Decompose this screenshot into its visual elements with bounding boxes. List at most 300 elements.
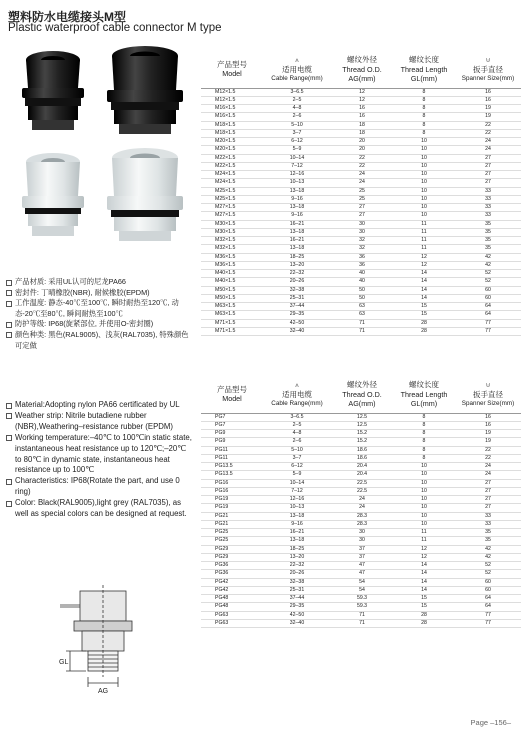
table-cell: 27: [455, 179, 521, 187]
table-cell: 10: [393, 463, 455, 471]
table-cell: 33: [455, 512, 521, 520]
header-thread-length: 螺纹长度 Thread Length GL(mm): [400, 55, 448, 83]
product-photos: [8, 46, 193, 266]
table-cell: 10: [393, 179, 455, 187]
table-cell: 10: [393, 504, 455, 512]
table-cell: 19: [455, 113, 521, 121]
table-cell: PG48: [201, 603, 263, 611]
table-cell: M71×1.5: [201, 319, 263, 327]
table-cell: 20: [331, 138, 393, 146]
table-cell: 18.6: [331, 454, 393, 462]
table-cell: PG11: [201, 454, 263, 462]
table-cell: 5–10: [263, 446, 331, 454]
table-header-row: [201, 378, 521, 413]
table-cell: M32×1.5: [201, 245, 263, 253]
table-cell: PG63: [201, 611, 263, 619]
table-cell: 14: [393, 586, 455, 594]
table-row: [201, 327, 521, 335]
table-row: [201, 204, 521, 212]
table-cell: PG13.5: [201, 463, 263, 471]
table-cell: 50: [331, 286, 393, 294]
table-cell: 28: [393, 319, 455, 327]
table-cell: 24: [455, 146, 521, 154]
table-cell: 5–9: [263, 146, 331, 154]
table-cell: 12.5: [331, 421, 393, 429]
table-cell: 27: [455, 162, 521, 170]
header-thread-od: 螺纹外径 Thread O.D. AG(mm): [342, 55, 382, 83]
table-cell: 10–14: [263, 479, 331, 487]
table-cell: 2–6: [263, 438, 331, 446]
table-cell: 3–7: [263, 129, 331, 137]
table-cell: M18×1.5: [201, 121, 263, 129]
table-cell: 10: [393, 487, 455, 495]
table-cell: 32–38: [263, 578, 331, 586]
table-cell: 9–16: [263, 195, 331, 203]
table-cell: 77: [455, 611, 521, 619]
table-row: [201, 96, 521, 104]
table-cell: M40×1.5: [201, 270, 263, 278]
ag-dimension-label: AG: [98, 688, 109, 695]
table-row: [201, 619, 521, 627]
table-cell: 8: [393, 113, 455, 121]
table-cell: 24: [455, 138, 521, 146]
table-cell: 33: [455, 195, 521, 203]
table-cell: 28.3: [331, 512, 393, 520]
m-spec-table: [201, 53, 521, 336]
table-row: [201, 438, 521, 446]
table-cell: PG9: [201, 438, 263, 446]
table-cell: 14: [393, 562, 455, 570]
table-cell: 19: [455, 438, 521, 446]
table-row: [201, 88, 521, 96]
table-row: [201, 487, 521, 495]
table-cell: M16×1.5: [201, 113, 263, 121]
grey-gland-large: [107, 148, 183, 241]
table-cell: 5–9: [263, 471, 331, 479]
table-cell: 8: [393, 454, 455, 462]
table-cell: 3–6.5: [263, 413, 331, 421]
feature-en-item: Weather strip: Nitrile butadiene rubber (NBR),Weathering–resistance rubber (EPDM): [6, 411, 194, 433]
table-row: [201, 586, 521, 594]
header-model: 产品型号 Model: [217, 59, 247, 79]
table-cell: 47: [331, 570, 393, 578]
table-cell: 33: [455, 187, 521, 195]
table-cell: 64: [455, 311, 521, 319]
table-cell: PG42: [201, 586, 263, 594]
table-cell: 10: [393, 162, 455, 170]
table-row: [201, 578, 521, 586]
table-cell: 22: [455, 121, 521, 129]
table-cell: 22.5: [331, 479, 393, 487]
table-row: [201, 319, 521, 327]
table-cell: M32×1.5: [201, 237, 263, 245]
table-cell: 6–12: [263, 138, 331, 146]
table-cell: M27×1.5: [201, 204, 263, 212]
table-row: [201, 496, 521, 504]
table-row: [201, 303, 521, 311]
table-cell: 8: [393, 129, 455, 137]
table-cell: 5–10: [263, 121, 331, 129]
table-cell: 15.2: [331, 438, 393, 446]
table-cell: 13–18: [263, 245, 331, 253]
table-cell: 13–20: [263, 261, 331, 269]
table-cell: M16×1.5: [201, 105, 263, 113]
table-cell: PG29: [201, 545, 263, 553]
table-row: [201, 311, 521, 319]
table-cell: 9–16: [263, 212, 331, 220]
table-cell: PG19: [201, 504, 263, 512]
table-cell: 24: [331, 179, 393, 187]
table-cell: 42: [455, 545, 521, 553]
table-row: [201, 595, 521, 603]
table-cell: 77: [455, 327, 521, 335]
table-cell: 27: [455, 479, 521, 487]
table-row: [201, 228, 521, 236]
table-cell: M30×1.5: [201, 220, 263, 228]
table-row: [201, 545, 521, 553]
table-cell: 20.4: [331, 463, 393, 471]
table-cell: 32: [331, 245, 393, 253]
table-cell: 35: [455, 228, 521, 236]
table-row: [201, 413, 521, 421]
table-cell: 3–6.5: [263, 88, 331, 96]
table-row: [201, 512, 521, 520]
table-cell: 54: [331, 586, 393, 594]
table-cell: 13–20: [263, 553, 331, 561]
table-cell: PG16: [201, 487, 263, 495]
table-cell: 20: [331, 146, 393, 154]
table-cell: 22: [331, 154, 393, 162]
feature-cn-item: 产品材质: 采用UL认可的尼龙PA66: [6, 277, 192, 288]
table-row: [201, 105, 521, 113]
table-cell: 25: [331, 187, 393, 195]
page-title-cn: 塑料防水电缆接头M型: [8, 10, 126, 24]
table-cell: 27: [331, 212, 393, 220]
table-cell: 14: [393, 570, 455, 578]
table-cell: 22: [455, 129, 521, 137]
table-cell: M20×1.5: [201, 138, 263, 146]
table-cell: 20.4: [331, 471, 393, 479]
table-cell: M20×1.5: [201, 146, 263, 154]
table-cell: 37–44: [263, 303, 331, 311]
table-cell: 12: [393, 553, 455, 561]
table-row: [201, 154, 521, 162]
table-cell: 16–21: [263, 237, 331, 245]
table-cell: 14: [393, 270, 455, 278]
table-cell: 63: [331, 303, 393, 311]
table-row: [201, 553, 521, 561]
table-cell: 11: [393, 220, 455, 228]
table-cell: 3–7: [263, 454, 331, 462]
table-cell: M71×1.5: [201, 327, 263, 335]
header-spanner-size: ⊍ 扳手直径 Spanner Size(mm): [455, 378, 521, 413]
table-cell: 11: [393, 228, 455, 236]
table-cell: 10: [393, 496, 455, 504]
table-cell: 42–50: [263, 319, 331, 327]
table-row: [201, 245, 521, 253]
table-cell: 13–18: [263, 537, 331, 545]
table-cell: M18×1.5: [201, 129, 263, 137]
table-cell: 10: [393, 187, 455, 195]
table-cell: PG21: [201, 520, 263, 528]
table-cell: PG63: [201, 619, 263, 627]
table-cell: 12.5: [331, 413, 393, 421]
table-cell: 7–12: [263, 487, 331, 495]
feature-en-item: Material:Adopting nylon PA66 certificated by UL: [6, 400, 194, 411]
table-row: [201, 611, 521, 619]
table-cell: 15: [393, 311, 455, 319]
black-gland-large: [107, 46, 183, 134]
table-cell: 30: [331, 220, 393, 228]
table-cell: 13–18: [263, 512, 331, 520]
table-cell: 35: [455, 237, 521, 245]
cable-icon: ⩚: [295, 57, 299, 64]
table-cell: 15.2: [331, 430, 393, 438]
table-cell: 71: [331, 327, 393, 335]
table-cell: 64: [455, 595, 521, 603]
table-cell: 36: [331, 253, 393, 261]
table-cell: 20–26: [263, 278, 331, 286]
table-row: [201, 113, 521, 121]
table-row: [201, 603, 521, 611]
table-cell: 16: [455, 88, 521, 96]
table-cell: 2–5: [263, 96, 331, 104]
table-cell: PG7: [201, 421, 263, 429]
header-model: 产品型号 Model: [217, 384, 247, 404]
table-cell: PG29: [201, 553, 263, 561]
table-cell: 59.3: [331, 595, 393, 603]
header-spanner-size: ⊍ 扳手直径 Spanner Size(mm): [455, 53, 521, 88]
table-cell: M22×1.5: [201, 154, 263, 162]
table-cell: 60: [455, 578, 521, 586]
table-cell: 27: [455, 487, 521, 495]
table-cell: 25–31: [263, 586, 331, 594]
table-cell: 40: [331, 278, 393, 286]
table-cell: 28.3: [331, 520, 393, 528]
table-row: [201, 278, 521, 286]
spanner-icon: ⊍: [485, 382, 491, 389]
grey-gland-small: [22, 153, 84, 236]
table-cell: 13–18: [263, 204, 331, 212]
page-title-en: Plastic waterproof cable connector M type: [8, 22, 222, 34]
table-row: [201, 454, 521, 462]
table-cell: 29–35: [263, 311, 331, 319]
table-cell: 14: [393, 578, 455, 586]
table-cell: PG48: [201, 595, 263, 603]
table-row: [201, 195, 521, 203]
table-cell: 18: [331, 121, 393, 129]
table-cell: 22: [455, 446, 521, 454]
table-cell: 8: [393, 430, 455, 438]
table-row: [201, 421, 521, 429]
table-cell: 10–13: [263, 504, 331, 512]
table-cell: 8: [393, 88, 455, 96]
table-cell: 77: [455, 619, 521, 627]
table-cell: 8: [393, 96, 455, 104]
table-row: [201, 463, 521, 471]
pg-spec-table: [201, 378, 521, 628]
table-cell: 10: [393, 138, 455, 146]
table-cell: 18.6: [331, 446, 393, 454]
table-cell: 30: [331, 537, 393, 545]
table-row: [201, 129, 521, 137]
table-cell: 16: [331, 113, 393, 121]
feature-en-item: Color: Black(RAL9005),light grey (RAL7035), as well as special colors can be designed at request.: [6, 498, 194, 520]
technical-drawing: [30, 585, 170, 695]
table-cell: 10: [393, 512, 455, 520]
table-cell: 18–25: [263, 545, 331, 553]
table-row: [201, 504, 521, 512]
table-cell: 2–5: [263, 421, 331, 429]
table-cell: M12×1.5: [201, 88, 263, 96]
table-row: [201, 537, 521, 545]
table-cell: 60: [455, 294, 521, 302]
table-cell: M50×1.5: [201, 286, 263, 294]
table-cell: 14: [393, 294, 455, 302]
table-cell: M36×1.5: [201, 261, 263, 269]
table-cell: 32–40: [263, 327, 331, 335]
table-row: [201, 261, 521, 269]
table-cell: 25–31: [263, 294, 331, 302]
table-cell: 35: [455, 529, 521, 537]
header-thread-od: 螺纹外径 Thread O.D. AG(mm): [342, 380, 382, 408]
table-cell: 12: [393, 545, 455, 553]
table-cell: 12–16: [263, 171, 331, 179]
page-number: Page –156–: [470, 718, 511, 727]
table-cell: 42: [455, 553, 521, 561]
table-cell: 28: [393, 327, 455, 335]
table-cell: 40: [331, 270, 393, 278]
header-cable-range: ⩚ 适用电缆 Cable Range(mm): [263, 53, 331, 88]
table-cell: 64: [455, 603, 521, 611]
table-cell: 22–32: [263, 562, 331, 570]
table-cell: 10–14: [263, 154, 331, 162]
table-cell: 10: [393, 204, 455, 212]
table-cell: 11: [393, 245, 455, 253]
black-gland-small: [22, 51, 84, 130]
table-cell: 13–18: [263, 187, 331, 195]
table-row: [201, 479, 521, 487]
table-cell: 32: [331, 237, 393, 245]
table-cell: 15: [393, 603, 455, 611]
table-cell: 9–16: [263, 520, 331, 528]
table-row: [201, 162, 521, 170]
table-cell: 18: [331, 129, 393, 137]
table-cell: 8: [393, 105, 455, 113]
table-cell: PG9: [201, 430, 263, 438]
table-row: [201, 294, 521, 302]
table-cell: PG16: [201, 479, 263, 487]
table-cell: 35: [455, 245, 521, 253]
table-cell: 12: [331, 88, 393, 96]
table-cell: 47: [331, 562, 393, 570]
table-cell: 27: [455, 171, 521, 179]
table-cell: 28: [393, 619, 455, 627]
table-cell: M27×1.5: [201, 212, 263, 220]
table-cell: 16: [455, 96, 521, 104]
table-cell: 2–6: [263, 113, 331, 121]
table-cell: 12–16: [263, 496, 331, 504]
table-cell: 25: [331, 195, 393, 203]
cable-icon: ⩚: [295, 382, 299, 389]
table-cell: PG11: [201, 446, 263, 454]
table-cell: 16: [455, 421, 521, 429]
table-row: [201, 430, 521, 438]
table-cell: 10: [393, 471, 455, 479]
table-cell: 54: [331, 578, 393, 586]
feature-cn-item: 防护等级: IP68(旋紧部位, 并使用O-密封圈): [6, 319, 192, 330]
table-cell: PG36: [201, 562, 263, 570]
table-row: [201, 520, 521, 528]
features-list-en: [6, 400, 194, 520]
table-cell: 10: [393, 154, 455, 162]
table-cell: 42: [455, 261, 521, 269]
table-cell: M12×1.5: [201, 96, 263, 104]
gl-dimension-label: GL: [59, 659, 69, 666]
table-cell: 22.5: [331, 487, 393, 495]
table-cell: 22: [331, 162, 393, 170]
table-cell: 71: [331, 319, 393, 327]
table-row: [201, 529, 521, 537]
table-cell: 22–32: [263, 270, 331, 278]
table-cell: 60: [455, 286, 521, 294]
table-cell: 16–21: [263, 220, 331, 228]
table-cell: 8: [393, 413, 455, 421]
table-cell: 8: [393, 421, 455, 429]
table-header-row: [201, 53, 521, 88]
table-cell: 14: [393, 286, 455, 294]
table-cell: 12: [393, 261, 455, 269]
table-cell: 32–38: [263, 286, 331, 294]
table-cell: 64: [455, 303, 521, 311]
table-cell: 28: [393, 611, 455, 619]
table-row: [201, 570, 521, 578]
table-cell: PG42: [201, 578, 263, 586]
table-row: [201, 253, 521, 261]
header-cable-range: ⩚ 适用电缆 Cable Range(mm): [263, 378, 331, 413]
table-cell: 6–12: [263, 463, 331, 471]
table-row: [201, 237, 521, 245]
table-cell: PG25: [201, 537, 263, 545]
table-cell: 19: [455, 105, 521, 113]
table-cell: 13–18: [263, 228, 331, 236]
table-cell: 60: [455, 586, 521, 594]
table-cell: 8: [393, 438, 455, 446]
table-cell: 12: [393, 253, 455, 261]
table-cell: 8: [393, 446, 455, 454]
table-row: [201, 121, 521, 129]
table-cell: 15: [393, 595, 455, 603]
spanner-icon: ⊍: [485, 57, 491, 64]
table-cell: 77: [455, 319, 521, 327]
table-cell: 27: [455, 154, 521, 162]
table-cell: 11: [393, 237, 455, 245]
table-cell: 50: [331, 294, 393, 302]
table-cell: 33: [455, 520, 521, 528]
table-cell: 27: [455, 496, 521, 504]
table-cell: 20–26: [263, 570, 331, 578]
table-cell: 63: [331, 311, 393, 319]
table-cell: 4–8: [263, 105, 331, 113]
table-cell: 24: [331, 504, 393, 512]
table-cell: 18–25: [263, 253, 331, 261]
table-cell: 42–50: [263, 611, 331, 619]
table-cell: 35: [455, 220, 521, 228]
table-cell: 10: [393, 146, 455, 154]
table-cell: M22×1.5: [201, 162, 263, 170]
feature-cn-item: 密封件: 丁晴橡胶(NBR), 耐候橡胶(EPDM): [6, 288, 192, 299]
table-cell: 10: [393, 171, 455, 179]
